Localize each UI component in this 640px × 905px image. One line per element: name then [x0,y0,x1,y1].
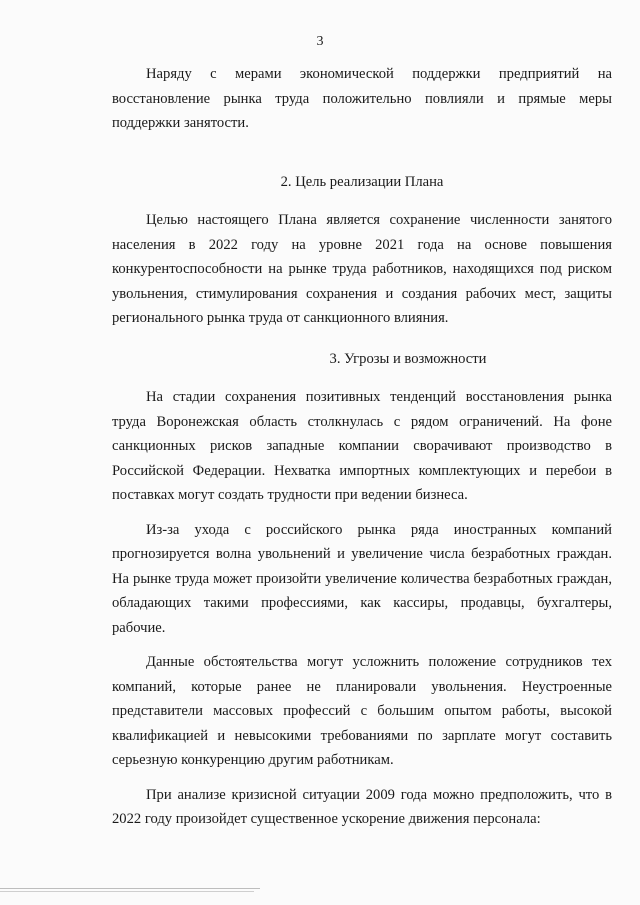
section-heading-threats: 3. Угрозы и возможности [329,350,487,367]
threats-paragraph-1: На стадии сохранения позитивных тенденций восстановления рынка труда Воронежская область столкнулась с рядом ограничений. На фоне санкционных рисков западные компании сворачивают производство в Российской Федерации. Нехватка импортных комплектующих и перебои в поставках могут создать трудности при ведении бизнеса. [112,389,612,503]
intro-paragraph: Наряду с мерами экономической поддержки предприятий на восстановление рынка труда положительно повлияли и прямые меры поддержки занятости. [112,66,612,131]
section-heading-goal: 2. Цель реализации Плана [280,173,444,190]
threats-paragraph-2: Из-за ухода с российского рынка ряда иностранных компаний прогнозируется волна увольнений и увеличение числа безработных граждан. На рынке труда может произойти увеличение количества безработных граждан, обладающих такими профессиями, как кассиры, продавцы, бухгалтеры, рабочие. [112,521,612,636]
document-body [112,62,612,842]
footer-rule-secondary [0,891,254,892]
threats-paragraph-4: При анализе кризисной ситуации 2009 года можно предположить, что в 2022 году произойдет существенное ускорение движения персонала: [112,786,612,827]
goal-paragraph: Целью настоящего Плана является сохранение численности занятого населения в 2022 году на уровне 2021 года на основе повышения конкурентоспособности на рынке труда работников, находящихся под риском увольнения, стимулирования сохранения и создания рабочих мест, защиты регионального рынка труда от санкционного влияния. [112,212,612,326]
threats-paragraph-3: Данные обстоятельства могут усложнить положение сотрудников тех компаний, которые ранее не планировали увольнения. Неустроенные представители массовых профессий с большим опытом работы, высокой квалификацией и невысокими требованиями по зарплате могут составить серьезную конкуренцию другим работникам. [112,654,612,768]
footer-rule [0,888,260,889]
page-number: 3 [316,34,324,49]
